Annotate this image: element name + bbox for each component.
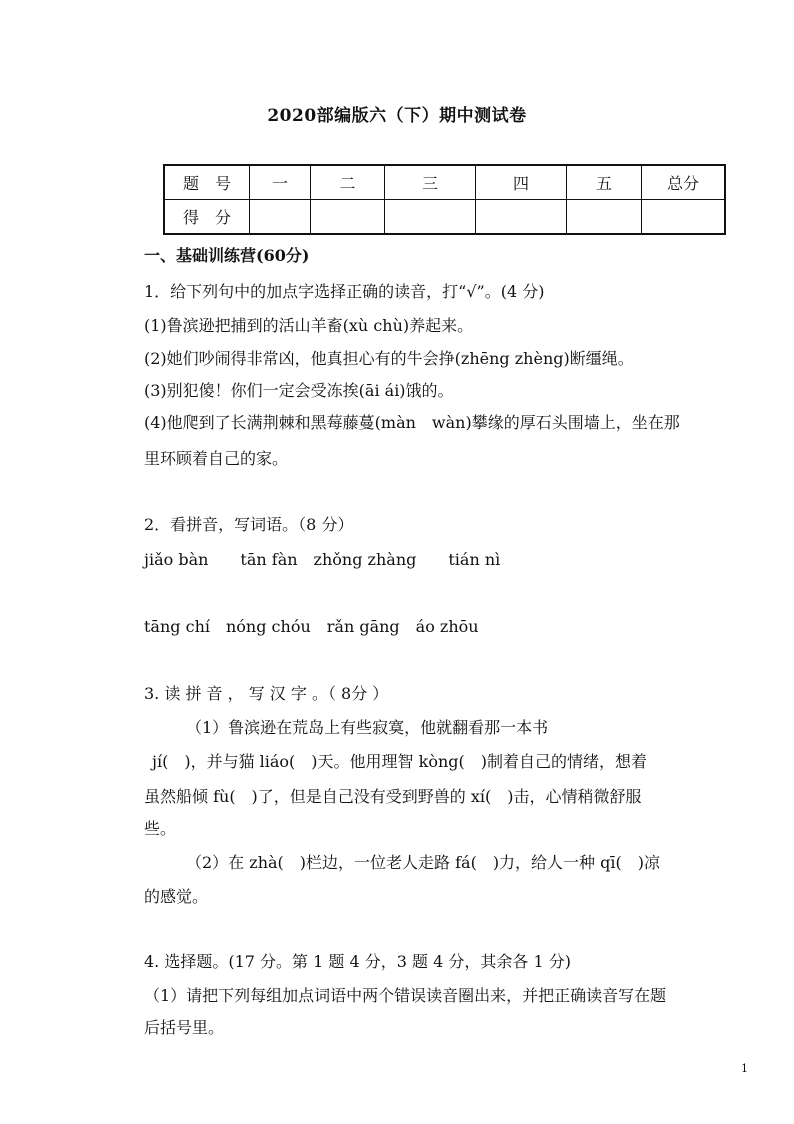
score-table-cell: 得 分 <box>164 200 250 235</box>
question-1-item: (4)他爬到了长满荆棘和黑莓藤蔓(màn wàn)攀缘的厚石头围墙上，坐在那 <box>144 413 680 432</box>
score-table-cell: 五 <box>567 165 642 200</box>
score-entry-cell <box>476 200 567 235</box>
question-3-line: 的感觉。 <box>144 887 209 906</box>
question-3-prompt: 3. 读 拼 音 ， 写 汉 字 。（ 8分 ） <box>144 684 389 703</box>
score-entry-cell <box>311 200 385 235</box>
question-3-line: 虽然船倾 fù( )了，但是自己没有受到野兽的 xí( )击，心情稍微舒服 <box>144 787 642 806</box>
question-1-item: (3)别犯傻！你们一定会受冻挨(āi ái)饿的。 <box>144 381 454 400</box>
score-table-cell: 三 <box>385 165 476 200</box>
score-table-cell: 一 <box>250 165 311 200</box>
score-entry-cell <box>385 200 476 235</box>
score-table-header-row <box>164 165 725 200</box>
question-1-item: 里环顾着自己的家。 <box>144 449 289 468</box>
score-table-cell: 二 <box>311 165 385 200</box>
score-table-cell: 题 号 <box>164 165 250 200</box>
question-4-line: 后括号里。 <box>144 1018 225 1037</box>
pinyin-row: jiǎo bàn tān fàn zhǒng zhàng tián nì <box>144 550 501 569</box>
score-table-cell: 总分 <box>642 165 726 200</box>
score-table-cell: 四 <box>476 165 567 200</box>
score-entry-cell <box>567 200 642 235</box>
score-table-score-row <box>164 200 725 235</box>
question-3-line: （2）在 zhà( )栏边，一位老人走路 fá( )力，给人一种 qī( )凉 <box>186 853 660 872</box>
question-3-line: jí( )，并与猫 liáo( )天。他用理智 kòng( )制着自己的情绪，想着 <box>152 752 647 771</box>
question-1-item: (1)鲁滨逊把捕到的活山羊畜(xù chù)养起来。 <box>144 316 474 335</box>
page-title: 2020部编版六（下）期中测试卷 <box>267 106 527 126</box>
question-1-item: (2)她们吵闹得非常凶，他真担心有的牛会挣(zhēng zhèng)断缰绳。 <box>144 349 634 368</box>
question-3-line: 些。 <box>144 819 177 838</box>
question-1-prompt: 1．给下列句中的加点字选择正确的读音，打“√”。(4 分) <box>144 282 545 301</box>
score-entry-cell <box>642 200 726 235</box>
pinyin-row: tāng chí nóng chóu rǎn gāng áo zhōu <box>144 617 479 636</box>
score-entry-cell <box>250 200 311 235</box>
question-3-line: （1）鲁滨逊在荒岛上有些寂寞，他就翻看那一本书 <box>186 718 549 737</box>
score-table <box>163 164 726 235</box>
question-4-prompt: 4. 选择题。(17 分。第 1 题 4 分，3 题 4 分，其余各 1 分) <box>144 952 571 971</box>
section-heading: 一、基础训练营(60分) <box>144 246 310 265</box>
question-4-line: （1）请把下列每组加点词语中两个错误读音圈出来，并把正确读音写在题 <box>144 986 667 1005</box>
question-2-prompt: 2．看拼音，写词语。（8 分） <box>144 515 354 534</box>
page-number: 1 <box>741 1062 748 1075</box>
